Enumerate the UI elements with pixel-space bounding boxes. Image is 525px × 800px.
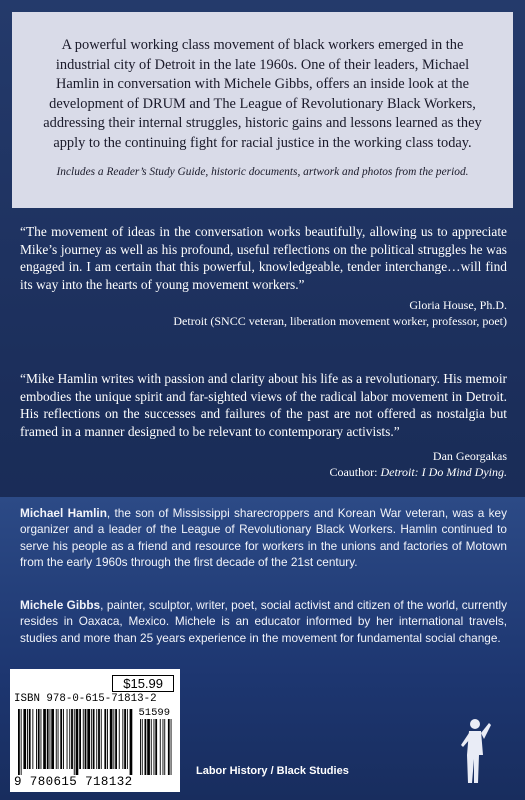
addon-digits: 51599 [138,707,170,719]
author-name: Michele Gibbs [20,598,101,612]
standing-figure-icon [455,717,495,787]
quote-text: “The movement of ideas in the conversation works beautifully, allowing us to appreciate Mike’s journey as well as his profound, useful reflections on the political struggles he was engaged in. I am certain that this powerful, knowledgeable, tender interchange…will find its way into the hearts of young movement workers.” [20,224,507,292]
author-name: Michael Hamlin [20,506,107,520]
summary-box [12,12,513,208]
includes-note: Includes a Reader’s Study Guide, historic documents, artwork and photos from the period. [56,165,469,178]
author-bio-gibbs [20,597,507,646]
bio-text: , painter, sculptor, writer, poet, social activist and citizen of the world, currently resides in Oaxaca, Mexico. Michele is an educator informed by her international travels, studies and more than 25 years experience in the movement for fundamental social change. [20,598,507,645]
barcode-block [10,669,180,792]
quote-author-detail [20,464,507,480]
summary-text: A powerful working class movement of black workers emerged in the industrial city of Detroit in the late 1960s. One of their leaders, Michael Hamlin in conversation with Michele Gibbs, offers an inside look at the development of DRUM and The League of Revolutionary Black Workers, addressing their internal struggles, historic gains and lessons learned as they apply to the continuing fight for racial justice in the working class today. [43,37,482,151]
author-bio-hamlin [20,505,507,571]
quote-author-detail: Detroit (SNCC veteran, liberation movement worker, professor, poet) [173,314,507,329]
category-label: Labor History / Black Studies [196,765,349,777]
book-title: Detroit: I Do Mind Dying. [380,465,507,480]
bio-text: , the son of Mississippi sharecroppers and Korean War veteran, was a key organizer and a leader of the League of Revolutionary Black Workers. Hamlin continued to serve his people as a friend and resource for workers in the unions and factories of Motown from the early 1960s through the first decade of the 21st century. [20,506,507,570]
isbn-label: ISBN 978-0-615-71813-2 [14,693,157,705]
barcode-digits: 9 780615 718132 [14,775,133,789]
endorsement-quote-2 [20,370,507,480]
endorsement-quote-1 [20,223,507,329]
price-label: $15.99 [112,675,174,692]
detail-prefix: Coauthor: [329,465,381,480]
quote-author: Gloria House, Ph.D. [409,298,507,313]
quote-author: Dan Georgakas [432,449,507,464]
quote-text: “Mike Hamlin writes with passion and clarity about his life as a revolutionary. His memoir embodies the unique spirit and far-sighted views of the radical labor movement in Detroit. His reflections on the successes and failures of the past are not offered as nostalgia but framed in a manner designed to be relevant to contemporary activists.” [20,371,507,439]
